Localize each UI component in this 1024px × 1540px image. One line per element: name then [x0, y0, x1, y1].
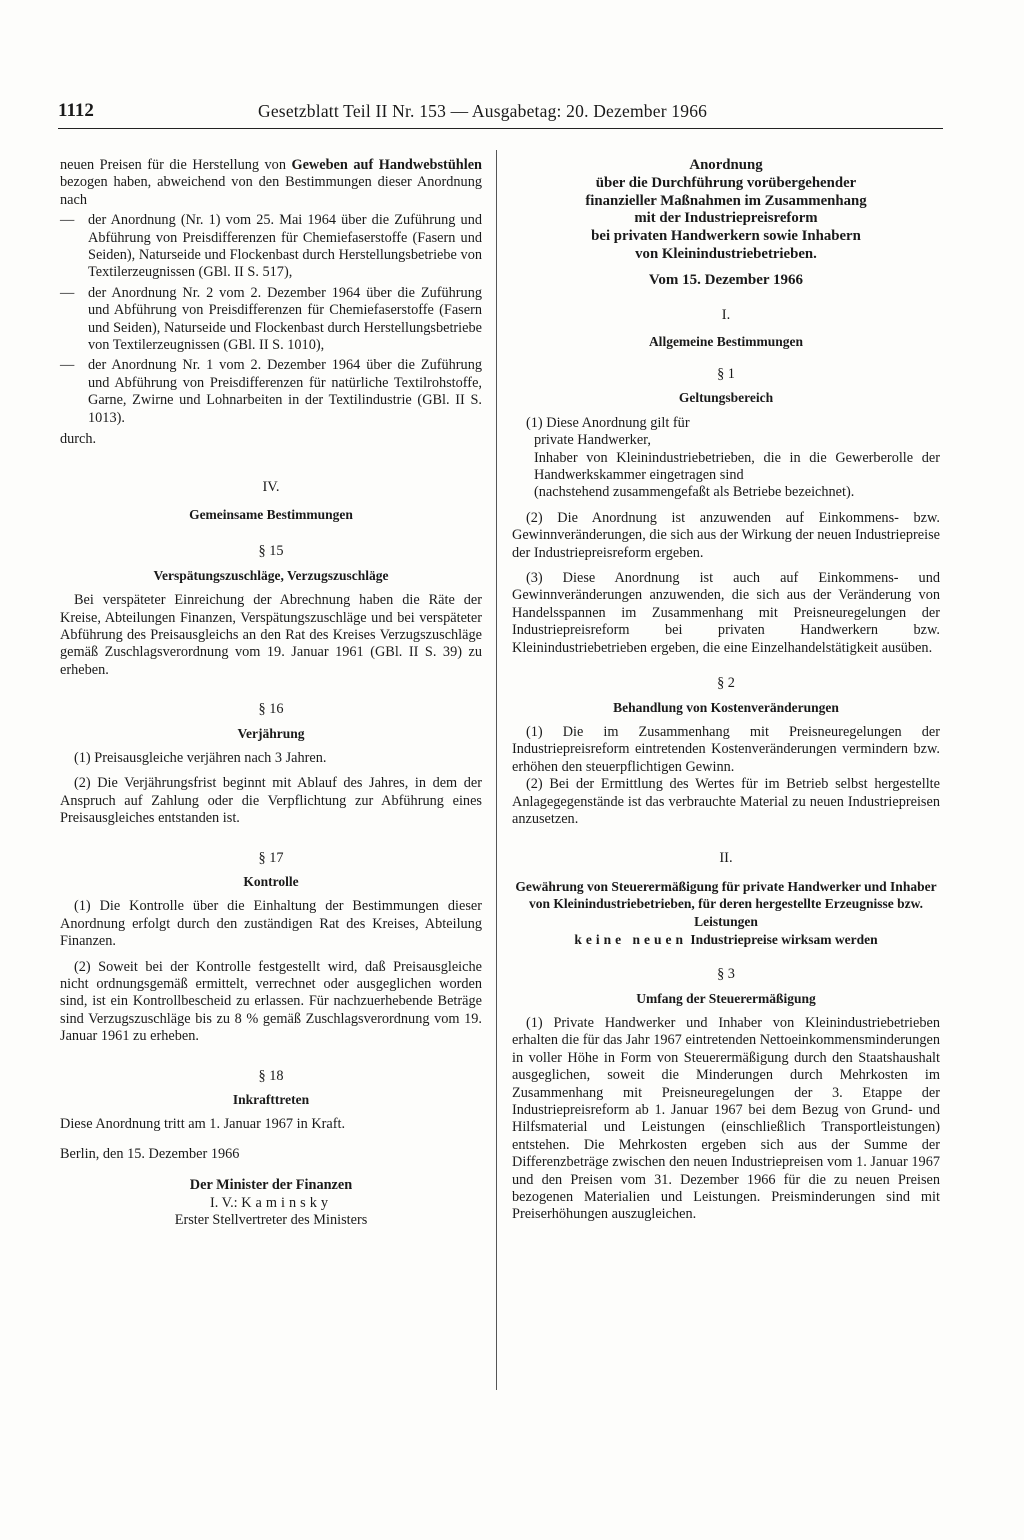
- list-item: — der Anordnung Nr. 1 vom 2. Dezember 1964 über die Zuführung und Abführung von Preisdifferenzen für natürliche Textilrohstoffe, Garne, Zwirne und Lohnarbeiten in der Textilindustrie (GBl. II S. 1013).: [60, 357, 482, 426]
- page-header: [58, 100, 943, 129]
- paragraph-number: § 17: [258, 849, 284, 866]
- paragraph-number: § 18: [258, 1067, 284, 1084]
- paragraph-text: (2) Die Verjährungsfrist beginnt mit Ablauf des Jahres, in dem der Anspruch auf Zahlung oder die Verpflichtung zur Abführung eines Preisausgleiches entstanden ist.: [60, 775, 482, 827]
- paragraph-text: Diese Anordnung tritt am 1. Januar 1967 in Kraft.: [60, 1116, 346, 1133]
- paragraph-text: (1) Die Kontrolle über die Einhaltung der Bestimmungen dieser Anordnung erfolgt durch den zuständigen Rat des Kreises, Abteilung Finanzen.: [60, 898, 482, 950]
- paragraph-title: Umfang der Steuerermäßigung: [636, 990, 816, 1006]
- paragraph-text: Bei verspäteter Einreichung der Abrechnung haben die Räte der Kreise, Abteilungen Finanzen, Verspätungszuschläge und bei verspäteter Abführung des Preisausgleichs an den Rat des Kreises Verzugszuschläge gemäß Zuschlagsverordnung vom 19. Januar 1961 (GBl. II S. 39) zu erheben.: [60, 592, 482, 678]
- list-item: private Handwerker,: [534, 432, 651, 449]
- paragraph-number: § 1: [717, 366, 735, 382]
- durch-text: durch.: [60, 431, 97, 448]
- spaced-text: keine neuen: [574, 931, 687, 947]
- paragraph-title: Geltungsbereich: [678, 390, 774, 406]
- list-item: Inhaber von Kleinindustriebetrieben, die in die Gewerberolle der Handwerkskammer eingetragen sind: [534, 449, 940, 484]
- paragraph-text: (1) Private Handwerker und Inhaber von Kleinindustriebetrieben erhalten die für das Jahr 1967 eintretenden Nettoeinkommensminderungen in voller Höhe in Form von Steuerermäßigung durch den Staatshaushalt ausgeglichen, soweit die Minderungen durch Mehrkosten im Zusammenhang mit Preisneuregelungen der 3. Etappe der Industriepreisreform ab 1. Januar 1967 bei dem Bezug von Grund- und Hilfsmaterial und Leistungen (einschließlich Transportleistungen) entstehen. Die Mehrkosten ergeben sich aus der Summe der Differenzbeträge zwischen den neuen Industriepreisen vom 1. Januar 1967 und den Preisen vom 31. Dezember 1966 für die zu neuen Preisen bezogenen Materialien und Leistungen. Preisminderungen sind mit Preiserhöhungen auszugleichen.: [512, 1014, 940, 1223]
- list-item: — der Anordnung Nr. 2 vom 2. Dezember 1964 über die Zuführung und Abführung von Preisdifferenzen für Chemiefaserstoffe (Fasern und Seiden), Naturseide und Flockenbast durch Herstellungsbetriebe von Textilerzeugnissen (GBl. II S. 1010),: [60, 284, 482, 354]
- paragraph-number: § 2: [717, 675, 735, 692]
- section-number: I.: [721, 307, 731, 324]
- page-number: 1112: [58, 100, 94, 121]
- signer-name: Kaminsky: [241, 1194, 333, 1211]
- list-item: (nachstehend zusammengefaßt als Betriebe bezeichnet).: [534, 484, 855, 501]
- paragraph-number: § 16: [258, 701, 284, 718]
- document-title: Anordnung über die Durchführung vorübergehender finanzieller Maßnahmen im Zusammenhang mit der Industriepreisreform bei privaten Handwerkern sowie Inhabern von Kleinindustriebetrieben.: [585, 157, 867, 262]
- paragraph-title: Verspätungszuschläge, Verzugszuschläge: [153, 567, 389, 583]
- paragraph-text: (3) Diese Anordnung ist auch auf Einkommens- und Gewinnveränderungen anzuwenden, die sich aus der Veränderung von Handelsspannen im Zusammenhang mit Preisneuregelungen der Industriepreisreform bei privaten Handwerkern bzw. Kleinindustriebetrieben ergeben, die eine Einzelhandelstätigkeit ausüben.: [512, 570, 940, 656]
- intro-bold: Geweben auf Handwebstühlen: [291, 157, 482, 173]
- intro-paragraph: neuen Preisen für die Herstellung von Geweben auf Handwebstühlen bezogen haben, abweichend von den Bestimmungen dieser Anordnung nach: [60, 157, 482, 208]
- place-date: Berlin, den 15. Dezember 1966: [60, 1145, 240, 1162]
- signer-line: I. V.: Kaminsky: [209, 1194, 333, 1211]
- column-divider: [496, 150, 497, 1390]
- paragraph-number: § 15: [258, 543, 284, 560]
- paragraph-text: (1) Preisausgleiche verjähren nach 3 Jahren.: [74, 749, 327, 766]
- paragraph-text: (2) Soweit bei der Kontrolle festgestellt wird, daß Preisausgleiche nicht ordnungsgemäß ermittelt, verrechnet oder ausgeglichen worden sind, ist ein Kontrollbescheid zu erlassen. Für nachzuerhebende Beträge sind Verzugszuschläge bis zu 8 % gemäß Zuschlagsverordnung vom 19. Januar 1961 zu erheben.: [60, 958, 482, 1045]
- paragraph-title: Inkrafttreten: [232, 1092, 310, 1108]
- right-column: [512, 157, 940, 1224]
- paragraph-text: (2) Bei der Ermittlung des Wertes für im Betrieb selbst hergestellte Anlagegegenstände ist das verbrauchte Material zu neuen Industriepreisen anzusetzen.: [512, 776, 940, 827]
- section-number: IV.: [262, 478, 280, 495]
- section-title: Gemeinsame Bestimmungen: [189, 506, 353, 522]
- section-title: Gewährung von Steuerermäßigung für private Handwerker und Inhaber von Kleinindustriebetrieben, für deren hergestellte Erzeugnisse bzw. Leistungen keine neuen Industriepreise wirksam werden: [515, 878, 937, 947]
- paragraph-text: (2) Die Anordnung ist anzuwenden auf Einkommens- bzw. Gewinnveränderungen, die sich aus der Wirkung der neuen Industriepreise der Industriepreisreform ergeben.: [512, 509, 940, 561]
- signer-role: Erster Stellvertreter des Ministers: [174, 1212, 368, 1229]
- header-title: Gesetzblatt Teil II Nr. 153 — Ausgabetag: 20. Dezember 1966: [258, 101, 708, 121]
- paragraph-number: § 3: [717, 966, 735, 983]
- left-column: [60, 157, 482, 1230]
- paragraph-title: Verjährung: [237, 725, 305, 741]
- list-item: — der Anordnung (Nr. 1) vom 25. Mai 1964 über die Zuführung und Abführung von Preisdifferenzen für Chemiefaserstoffe (Fasern und Seiden), Naturseide und Flockenbast durch Herstellungsbetriebe von Textilerzeugnissen (GBl. II S. 517),: [60, 212, 482, 281]
- signer-title: Der Minister der Finanzen: [189, 1177, 353, 1194]
- section-title: Allgemeine Bestimmungen: [648, 333, 804, 349]
- paragraph-title: Behandlung von Kostenveränderungen: [613, 699, 839, 715]
- document-date: Vom 15. Dezember 1966: [648, 271, 804, 288]
- section-number: II.: [719, 850, 733, 867]
- paragraph-text: (1) Die im Zusammenhang mit Preisneuregelungen der Industriepreisreform eintretenden Kostenveränderungen vermindern bzw. erhöhen den steuerpflichtigen Gewinn.: [512, 723, 940, 775]
- paragraph-title: Kontrolle: [243, 874, 299, 889]
- paragraph-text: (1) Diese Anordnung gilt für: [526, 414, 690, 431]
